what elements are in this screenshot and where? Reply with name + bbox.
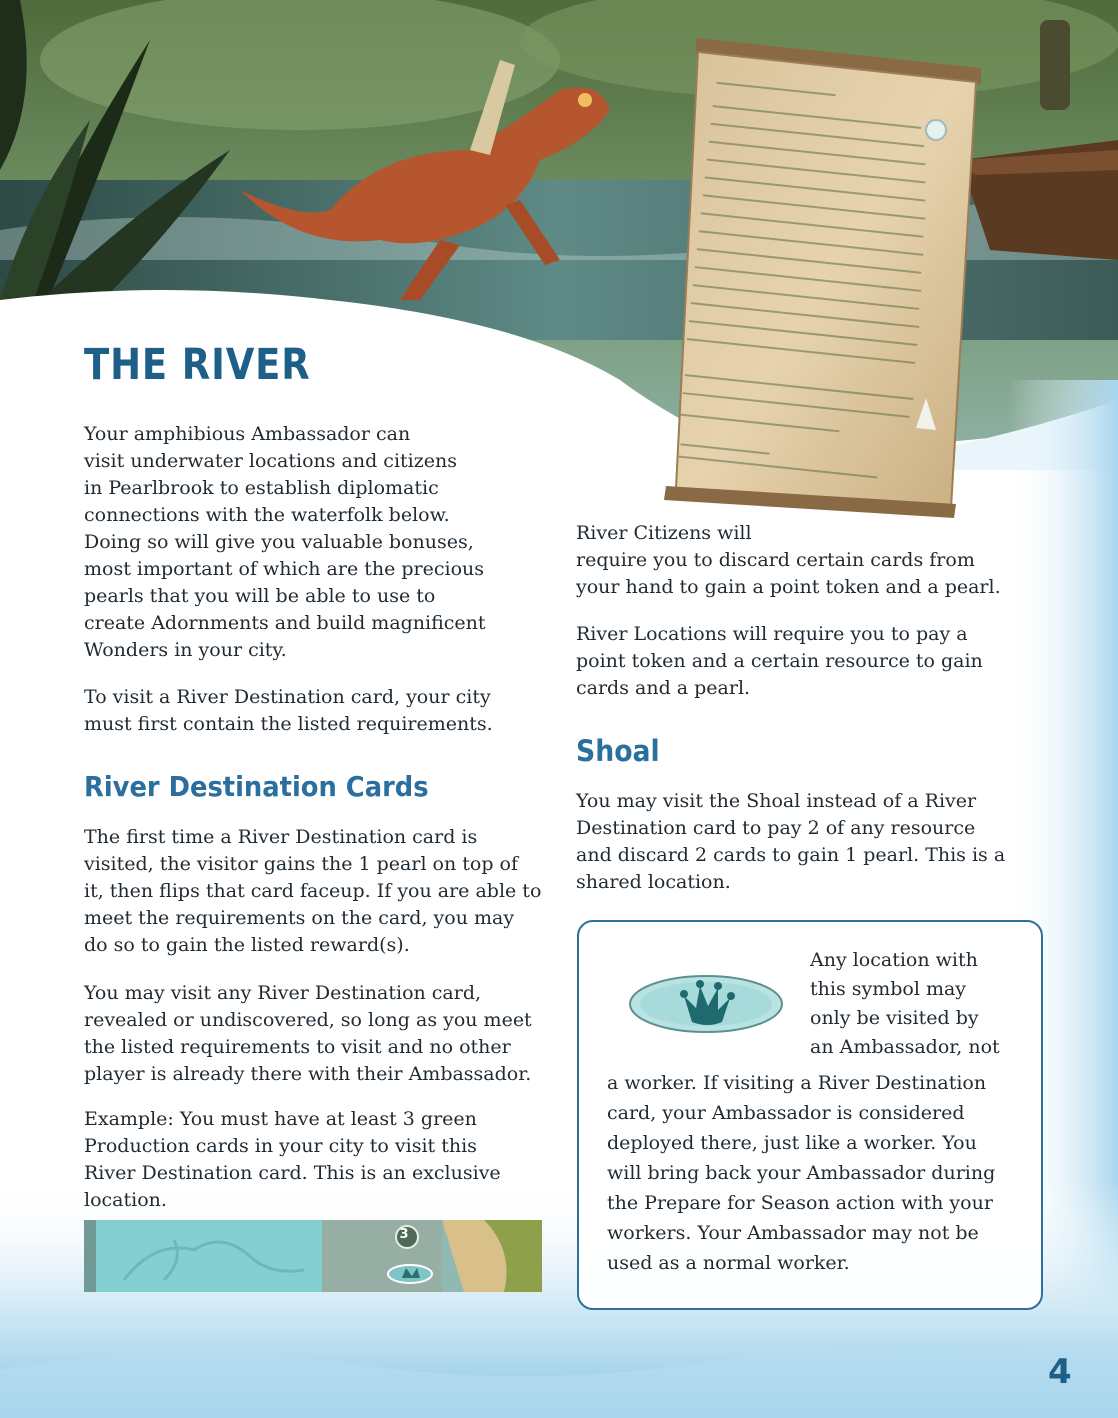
text-line: only be visited by [810, 1007, 979, 1029]
shoal-paragraph [576, 788, 1005, 896]
text-line: meet the requirements on the card, you may [84, 907, 515, 929]
text-line: your hand to gain a point token and a pearl. [576, 576, 1001, 598]
text-line: You may visit any River Destination card, [84, 982, 482, 1004]
text-line: will bring back your Ambassador during [607, 1162, 996, 1184]
intro-paragraph [84, 421, 486, 664]
text-line: Destination card to pay 2 of any resource [576, 817, 976, 839]
river-destination-paragraph-1 [84, 824, 541, 959]
text-line: a worker. If visiting a River Destination [607, 1072, 987, 1094]
page-title: THE RIVER [84, 340, 311, 390]
text-line: card, your Ambassador is considered [607, 1102, 965, 1124]
text-line: shared location. [576, 871, 731, 893]
text-line: Doing so will give you valuable bonuses, [84, 531, 474, 553]
river-destination-card-example [84, 1220, 542, 1292]
text-line: Your amphibious Ambassador can [84, 423, 411, 445]
example-paragraph [84, 1106, 501, 1214]
text-line: it, then flips that card faceup. If you are able to [84, 880, 542, 902]
text-line: pearls that you will be able to use to [84, 585, 436, 607]
text-line: in Pearlbrook to establish diplomatic [84, 477, 439, 499]
river-destination-paragraph-2 [84, 980, 532, 1088]
text-line: connections with the waterfolk below. [84, 504, 450, 526]
text-line: cards and a pearl. [576, 677, 751, 699]
text-line: Any location with [810, 949, 978, 971]
text-line: The first time a River Destination card is [84, 826, 478, 848]
text-line: River Destination card. This is an exclusive [84, 1162, 501, 1184]
text-line: the Prepare for Season action with your [607, 1192, 993, 1214]
card-cost-badge: 3 [399, 1227, 409, 1242]
text-line: River Citizens will [576, 522, 752, 544]
river-locations-paragraph [576, 621, 983, 702]
text-line: require you to discard certain cards from [576, 549, 975, 571]
text-line: revealed or undiscovered, so long as you meet [84, 1009, 532, 1031]
ambassador-frog-foot-icon [626, 972, 786, 1036]
text-line: used as a normal worker. [607, 1252, 850, 1274]
text-line: do so to gain the listed reward(s). [84, 934, 410, 956]
text-line: deployed there, just like a worker. You [607, 1132, 977, 1154]
text-line: River Locations will require you to pay a [576, 623, 968, 645]
text-line: this symbol may [810, 978, 967, 1000]
text-line: an Ambassador, not [810, 1036, 1000, 1058]
text-line: workers. Your Ambassador may not be [607, 1222, 979, 1244]
text-line: Example: You must have at least 3 green [84, 1108, 477, 1130]
callout-text [607, 1068, 995, 1278]
text-line: most important of which are the precious [84, 558, 485, 580]
text-line: You may visit the Shoal instead of a River [576, 790, 977, 812]
text-line: player is already there with their Ambassador. [84, 1063, 532, 1085]
callout-text-beside-icon [810, 946, 1000, 1062]
visit-requirements-paragraph [84, 684, 493, 738]
text-line: create Adornments and build magnificent [84, 612, 486, 634]
text-line: the listed requirements to visit and no other [84, 1036, 511, 1058]
text-line: location. [84, 1189, 167, 1211]
text-line: Wonders in your city. [84, 639, 287, 661]
text-line: To visit a River Destination card, your city [84, 686, 491, 708]
text-line: Production cards in your city to visit this [84, 1135, 477, 1157]
river-destination-cards-heading: River Destination Cards [84, 770, 429, 803]
page-number: 4 [1048, 1352, 1072, 1392]
river-citizens-paragraph [576, 520, 1001, 601]
scroll-handwriting [636, 38, 986, 518]
text-line: visit underwater locations and citizens [84, 450, 457, 472]
text-line: visited, the visitor gains the 1 pearl on top of [84, 853, 519, 875]
shoal-heading: Shoal [576, 734, 660, 768]
text-line: must first contain the listed requirements. [84, 713, 493, 735]
text-line: and discard 2 cards to gain 1 pearl. This is a [576, 844, 1006, 866]
text-line: point token and a certain resource to gain [576, 650, 983, 672]
